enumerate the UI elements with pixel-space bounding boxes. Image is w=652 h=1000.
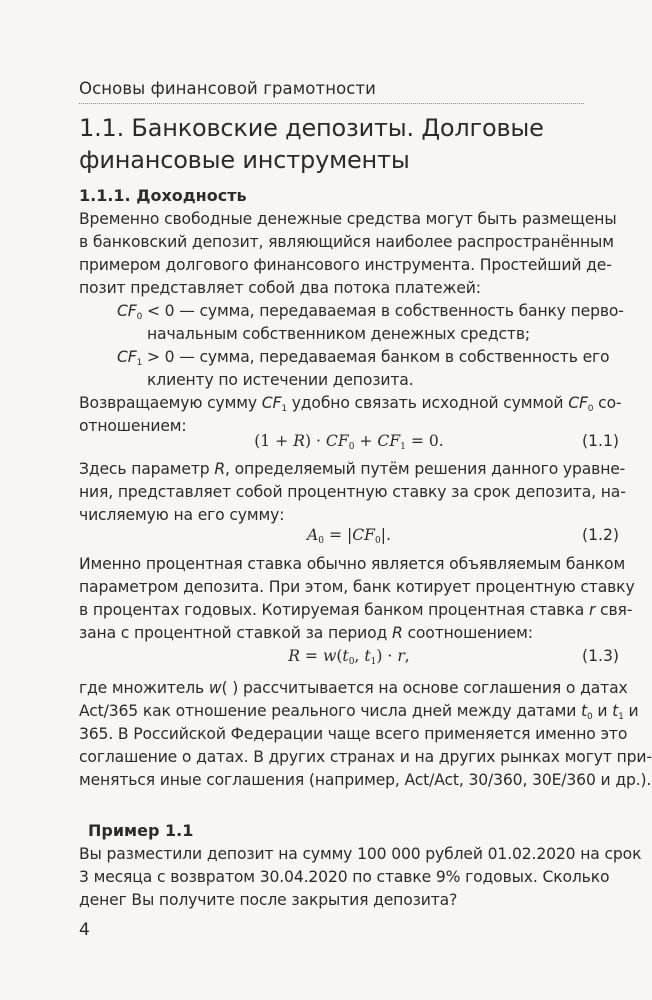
- cf0-var: CF: [117, 302, 137, 320]
- eq1-d: = 0.: [405, 432, 444, 450]
- cf1-sub: 1: [136, 358, 143, 368]
- eq3-d: ) ·: [376, 647, 398, 665]
- para5-line-1: [79, 677, 628, 699]
- para5-s1: 1: [618, 712, 624, 722]
- para3-line-3: числяемую на его сумму:: [79, 506, 285, 524]
- equation-1-3-number: (1.3): [582, 647, 619, 665]
- list-item-cf1-cont: клиенту по истечении депозита.: [147, 371, 414, 389]
- eq3-R: R: [288, 647, 300, 665]
- eq1-s2: 1: [400, 442, 406, 452]
- eq3-t2: t: [364, 647, 371, 665]
- para2-b: удобно связать исходной суммой: [286, 394, 569, 412]
- eq3-t: t: [342, 647, 349, 665]
- para4-R: R: [392, 624, 403, 642]
- para5-line-5: меняться иные соглашения (например, Act/Act, 30/360, 30E/360 и др.).: [79, 771, 652, 789]
- para5-l1a: где множитель: [79, 679, 209, 697]
- equation-1-2: [79, 524, 619, 546]
- eq2-s2: 0: [375, 536, 381, 546]
- running-head: Основы финансовой грамотности: [79, 79, 377, 98]
- para5-line-3: 365. В Российской Федерации чаще всего применяется именно это: [79, 725, 628, 743]
- para4-line-2: параметром депозита. При этом, банк котирует процентную ставку: [79, 578, 635, 596]
- section-title: 1.1.1. Доходность: [79, 186, 247, 205]
- para2-s2: 0: [587, 404, 594, 414]
- list-item-cf0-cont: начальным собственником денежных средств;: [147, 325, 530, 343]
- chapter-title-line-2: финансовые инструменты: [79, 146, 410, 174]
- equation-1-1: [79, 430, 619, 452]
- cf1-var: CF: [117, 348, 137, 366]
- para3-a: Здесь параметр: [79, 460, 215, 478]
- eq3-a: =: [299, 647, 323, 665]
- eq2-s: 0: [318, 536, 325, 546]
- eq1-s1: 0: [348, 442, 355, 452]
- para5-line-2: [79, 700, 639, 722]
- eq1-b: ) ·: [304, 432, 326, 450]
- eq2-v2: CF: [352, 526, 376, 544]
- running-head-rule: [79, 103, 584, 104]
- example-title: Пример 1.1: [88, 821, 194, 840]
- eq1-v1: CF: [325, 432, 349, 450]
- example-line-2: 3 месяца с возвратом 30.04.2020 по ставке 9% годовых. Сколько: [79, 868, 610, 886]
- eq2-a: = |: [324, 526, 353, 544]
- para3-line-1: [79, 458, 626, 480]
- eq1-a: (1 +: [254, 432, 294, 450]
- para4-l4b: соотношением:: [402, 624, 533, 642]
- para2-v2: CF: [568, 394, 588, 412]
- eq3-s1: 1: [370, 657, 377, 667]
- eq3-e: ,: [404, 647, 410, 665]
- list-item-cf0: [117, 300, 622, 322]
- chapter-title-line-1: 1.1. Банковские депозиты. Долговые: [79, 114, 544, 142]
- para1-line-2: в банковский депозит, являющийся наиболее распространённым: [79, 233, 614, 251]
- para2-line-2: отношением:: [79, 417, 187, 435]
- para2-v1: CF: [261, 394, 282, 412]
- para2-a: Возвращаемую сумму: [79, 394, 262, 412]
- para3-line-2: ния, представляет собой процентную ставку за срок депозита, на-: [79, 483, 626, 501]
- para4-line-4: [79, 622, 619, 644]
- para2-line-1: [79, 392, 622, 414]
- cf0-cond: < 0 — сумма, передаваемая в собственность банку перво-: [142, 302, 624, 320]
- para4-line-1: Именно процентная ставка обычно является объявляемым банком: [79, 555, 626, 573]
- chapter-title: [79, 112, 589, 176]
- eq1-v2: CF: [377, 432, 401, 450]
- equation-1-1-number: (1.1): [582, 432, 619, 450]
- example-line-1: Вы разместили депозит на сумму 100 000 рублей 01.02.2020 на срок: [79, 845, 642, 863]
- equation-1-2-formula: [79, 524, 619, 546]
- para3-b: , определяемый путём решения данного уравне-: [225, 460, 626, 478]
- eq3-s0: 0: [348, 657, 355, 667]
- para4-l4a: зана с процентной ставкой за период: [79, 624, 392, 642]
- para2-s1: 1: [281, 404, 287, 414]
- para4-l3b: свя-: [595, 601, 633, 619]
- eq3-r: r: [397, 647, 405, 665]
- para4-r: r: [588, 601, 596, 619]
- eq1-r: R: [293, 432, 305, 450]
- para4-l3: в процентах годовых. Котируемая банком процентная ставка: [79, 601, 589, 619]
- para5-t0: t: [581, 702, 587, 720]
- eq1-c: +: [354, 432, 378, 450]
- equation-1-1-formula: [79, 430, 619, 452]
- para1-line-1: Временно свободные денежные средства могут быть размещены: [79, 210, 617, 228]
- para5-line-4: соглашение о датах. В других странах и на других рынках могут при-: [79, 748, 652, 766]
- eq3-w: w: [322, 647, 337, 665]
- eq2-v: A: [307, 526, 319, 544]
- eq2-b: |.: [380, 526, 391, 544]
- eq3-c: ,: [354, 647, 365, 665]
- example-line-3: денег Вы получите после закрытия депозита?: [79, 891, 458, 909]
- para5-l2c: и: [623, 702, 639, 720]
- para3-r: R: [214, 460, 226, 478]
- equation-1-3-formula: [79, 645, 619, 667]
- eq3-b: (: [336, 647, 343, 665]
- equation-1-2-number: (1.2): [582, 526, 619, 544]
- para2-c: со-: [593, 394, 622, 412]
- equation-1-3: [79, 645, 619, 667]
- para5-l2a: Act/365 как отношение реального числа дней между датами: [79, 702, 582, 720]
- cf1-cond: > 0 — сумма, передаваемая банком в собственность его: [142, 348, 610, 366]
- para5-l1b: ( ) рассчитывается на основе соглашения о датах: [221, 679, 628, 697]
- para5-t1: t: [612, 702, 619, 720]
- para4-line-3: [79, 599, 633, 621]
- para5-l2b: и: [592, 702, 613, 720]
- page-number: 4: [79, 920, 90, 940]
- list-item-cf1: [117, 346, 622, 368]
- para5-s0: 0: [586, 712, 593, 722]
- para1-line-3: примером долгового финансового инструмента. Простейший де-: [79, 256, 612, 274]
- cf0-sub: 0: [136, 312, 143, 322]
- para5-w: w: [208, 679, 222, 697]
- para1-line-4: позит представляет собой два потока платежей:: [79, 279, 481, 297]
